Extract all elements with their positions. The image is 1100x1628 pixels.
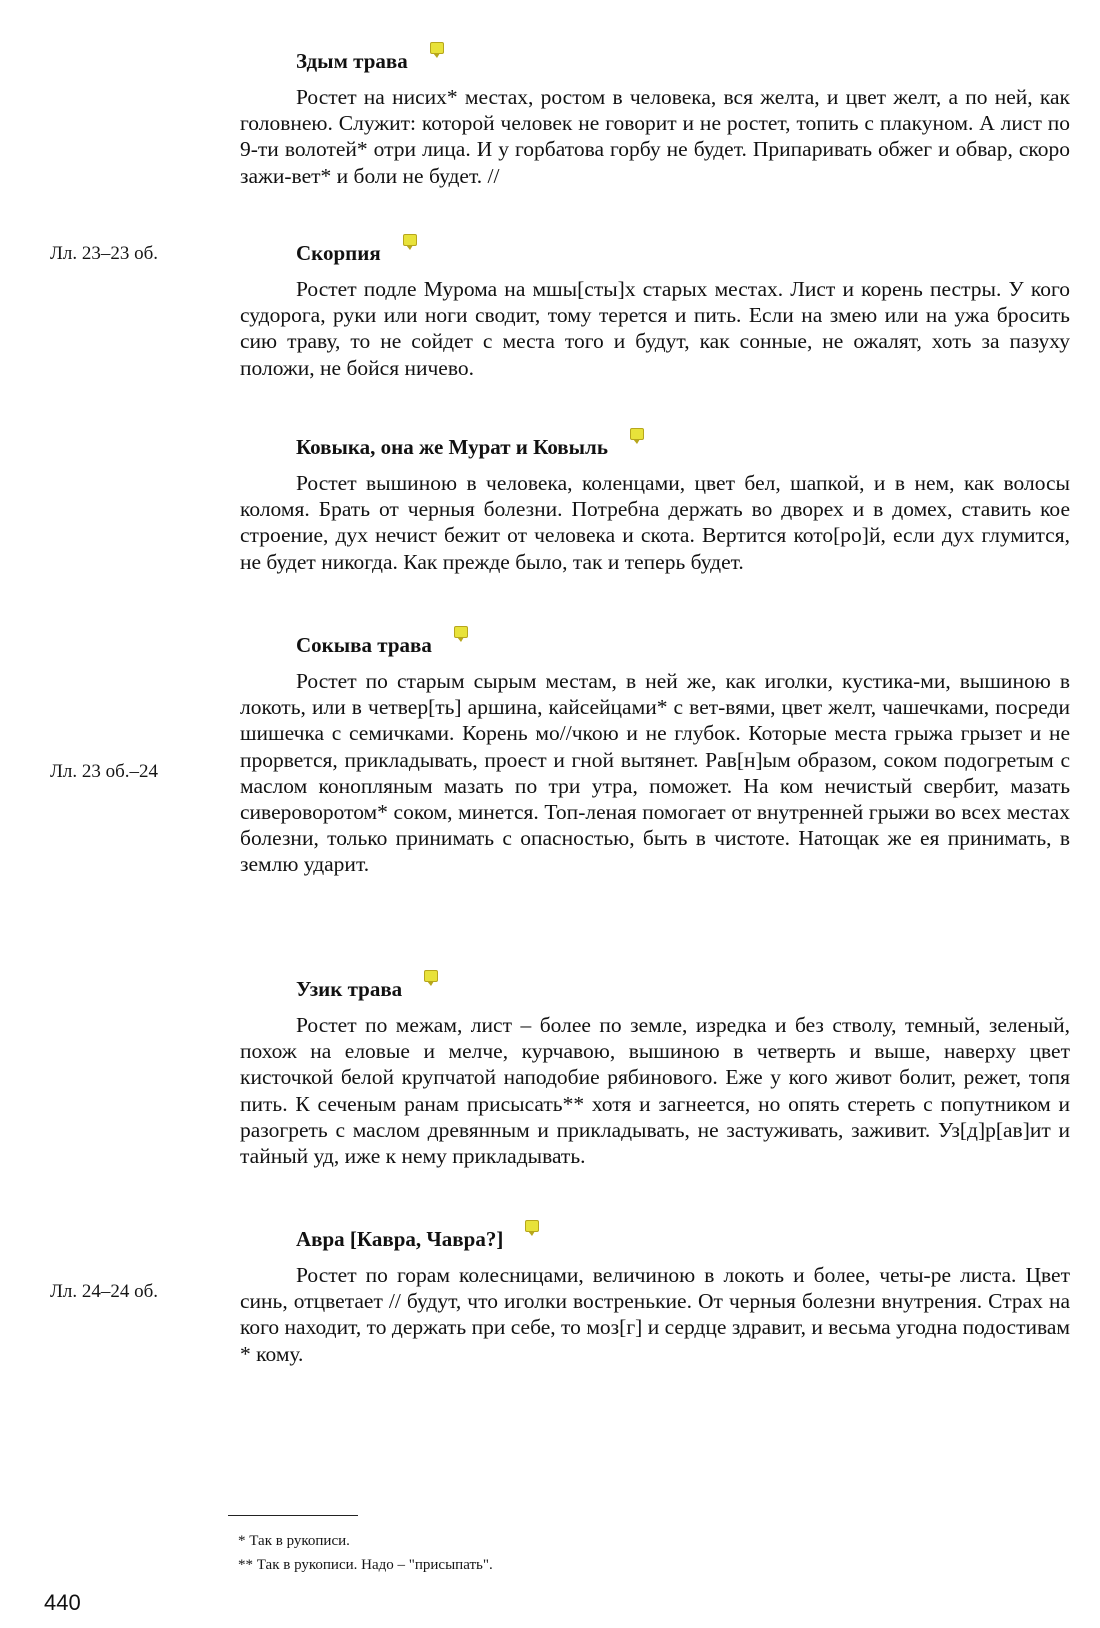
page-number: 440 [44, 1590, 81, 1615]
margin-note: Лл. 23–23 об. [50, 243, 159, 264]
article [240, 1226, 1070, 1367]
margin-note: Лл. 23 об.–24 [50, 761, 159, 782]
comment-note-icon[interactable] [525, 1220, 539, 1232]
article [240, 976, 1070, 1169]
footnote: * Так в рукописи. [238, 1533, 350, 1549]
article-text: Ростет по старым сырым местам, в ней же, как иголки, кустика-ми, вышиною в локоть, или в четвер[ть] аршина, кайсейцами* с вет-вями, цвет желт, чашечками, посреди шишечка с семичками. Корень мо//чкою и не глубок. Которые места грыжа грызет и не прорвется, прикладывать, проест и гной вытянет. Рав[н]ым образом, соком подогретым с маслом конопляным мазать по три утра, поможет. На ком нечистый свербит, мазать сивероворотом* соком, минется. Топ-леная помогает от внутренней грыжи во всех местах болезни, только принимать с опасностью, быть в чистоте. Натощак же ея принимать, в землю ударит. [240, 669, 1070, 877]
article-text: Ростет подле Мурома на мшы[сты]х старых местах. Лист и корень пестры. У кого судорога, руки или ноги сводит, тому терется и пить. Если на змею или на ужа бросить сию траву, то не сойдет с места того и будут, как сонные, не ожалят, хоть за пазуху положи, не бойся ничево. [240, 277, 1070, 380]
article-title: Сокыва трава [240, 632, 1070, 658]
article-title: Ковыка, она же Мурат и Ковыль [240, 434, 1070, 460]
comment-note-icon[interactable] [630, 428, 644, 440]
article [240, 434, 1070, 575]
comment-note-icon[interactable] [454, 626, 468, 638]
footnote: ** Так в рукописи. Надо – "присыпать". [238, 1557, 493, 1573]
article-title: Скорпия [240, 240, 1070, 266]
article [240, 240, 1070, 381]
article-title: Здым трава [240, 48, 1070, 74]
article-title: Авра [Кавра, Чавра?] [240, 1226, 1070, 1252]
comment-note-icon[interactable] [424, 970, 438, 982]
article-text: Ростет на нисих* местах, ростом в человека, вся желта, и цвет желт, а по ней, как головнею. Служит: которой человек не говорит и не ростет, топить с плакуном. А лист по 9-ти волотей* отри лица. И у горбатова горбу не будет. Припаривать обжег и обвар, скоро зажи-вет* и боли не будет. // [240, 85, 1070, 188]
margin-note: Лл. 24–24 об. [50, 1281, 159, 1302]
article-text: Ростет вышиною в человека, коленцами, цвет бел, шапкой, и в нем, как волосы коломя. Брать от черныя болезни. Потребна держать во дворех и в домех, ставить кое строение, дух нечист бежит от человека и скота. Вертится кото[ро]й, если дух глумится, не будет никогда. Как прежде было, так и теперь будет. [240, 471, 1070, 574]
comment-note-icon[interactable] [430, 42, 444, 54]
article-text: Ростет по межам, лист – более по земле, изредка и без стволу, темный, зеленый, похож на еловые и мелче, курчавою, вышиною в четверть и выше, наверху цвет кисточкой белой крупчатой наподобие рябинового. Еже у кого живот болит, режет, топя пить. К сеченым ранам присысать** хотя и загнеется, но опять стереть с попутником и разогреть с маслом древянным и прикладывать, не застуживать, заживит. Уз[д]р[ав]ит и тайный уд, иже к нему прикладывать. [240, 1013, 1070, 1169]
comment-note-icon[interactable] [403, 234, 417, 246]
footnote-divider [228, 1515, 358, 1516]
article [240, 632, 1070, 878]
article-text: Ростет по горам колесницами, величиною в локоть и более, четы-ре листа. Цвет синь, отцветает // будут, что иголки востренькие. От черныя болезни внутрения. Страх на кого находит, то держать при себе, то моз[г] и сердце здравит, и весьма угодна подостивам * кому. [240, 1263, 1070, 1366]
article-title: Узик трава [240, 976, 1070, 1002]
article [240, 48, 1070, 189]
